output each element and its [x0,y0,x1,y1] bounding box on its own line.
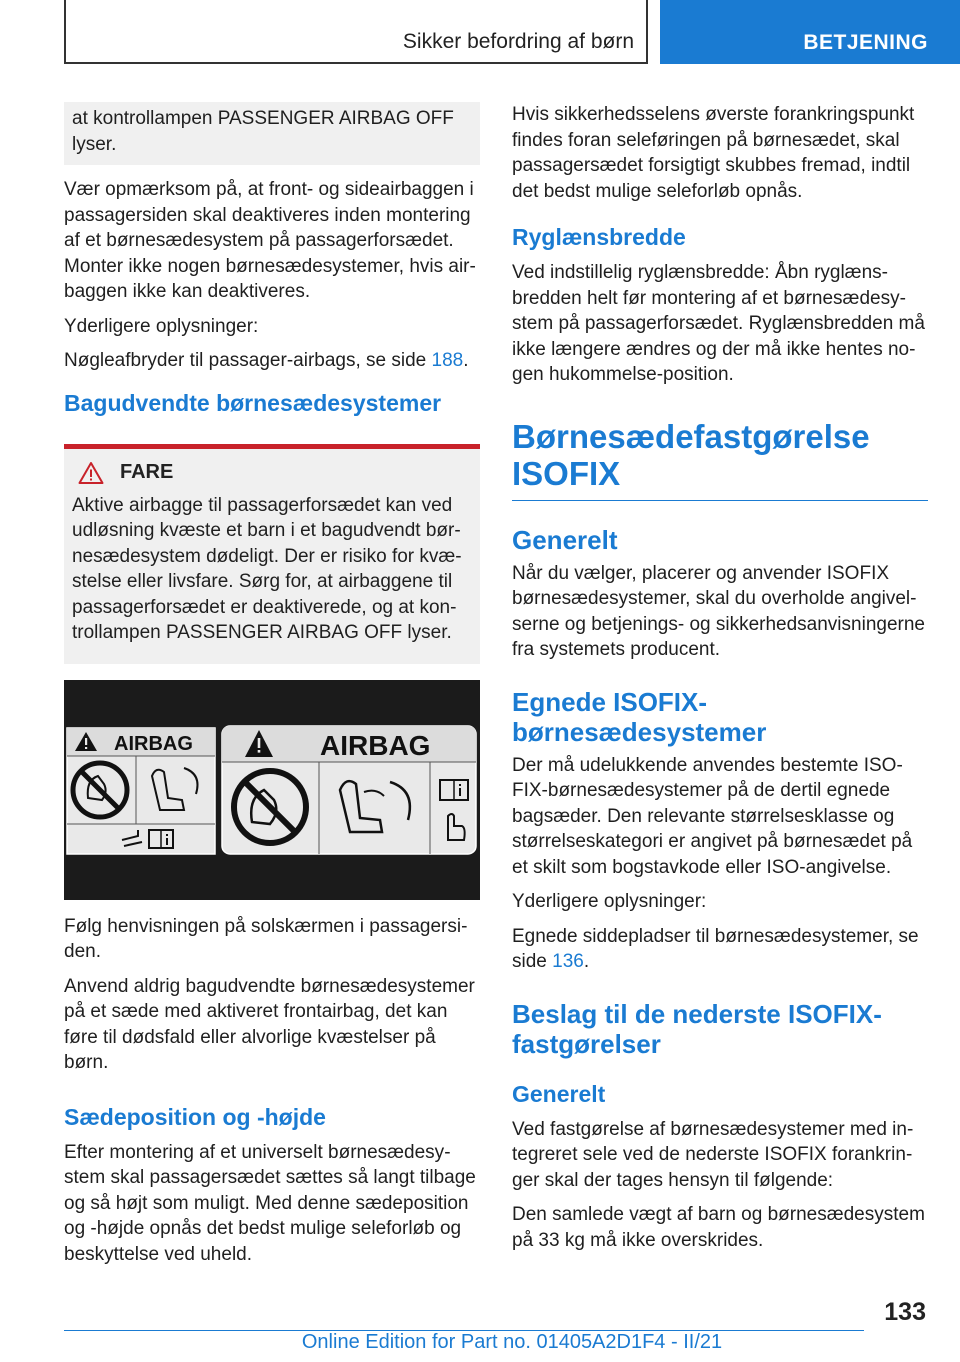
heading-rearward-seats: Bagudvendte børnesædesystemer [64,389,442,416]
paragraph-suitable-seats [512,924,928,975]
airbag-label-figure [64,680,480,900]
key-switch-text: Nøgleafbryder til passager-airbags, se side [64,350,432,371]
continued-warning-text: at kontrollampen PASSENGER AIRBAG OFF lyser. [72,108,454,155]
continued-warning-box [64,102,480,165]
paragraph-integrated-harness: Ved fastgørelse af børnesædesystemer med integreret sele ved de nederste ISOFIX forankringer skal der tages hensyn til følgende: [512,1118,914,1191]
right-column [512,102,928,1262]
suitable-seats-period: . [583,951,590,972]
airbag-small-label: AIRBAG [114,732,193,755]
paragraph-suitable-isofix: Der må udelukkende anvendes bestemte ISOFIX-børnesædesystemer på de dertil egnede bagsæder. Den relevante størrelsesklasse og størrelseskategori er angivet på børnesædet på et skilt som bogstavkode eller ISO-angivelse. [512,754,913,878]
heading-general-mounts: Generelt [512,1080,606,1107]
section-tab[interactable] [660,0,960,64]
airbag-sticker-illustration [64,680,480,900]
warning-label: FARE [120,461,174,483]
warning-triangle-icon [78,461,104,485]
chapter-title: Sikker befordring af børn [402,30,634,53]
airbag-large-label: AIRBAG [320,729,431,761]
paragraph-seat-position: Efter montering af et universelt børnesædesystem skal passagersædet sættes så langt tilbage og så højt som muligt. Med denne sædeposition og -højde opnås det bedst mulige seleforløb og beskyttelse ved uheld. [64,1141,476,1265]
paragraph-never-rearward: Anvend aldrig bagudvendte børnesædesystemer på et sæde med aktiveret frontairbag, det kan føre til dødsfald eller alvorlige kvæstelser på børn. [64,975,475,1073]
danger-warning-box [64,444,480,664]
chapter-title-box [64,0,648,64]
page-link-136[interactable]: 136 [552,951,584,972]
paragraph-total-weight: Den samlede vægt af barn og børnesædesystem på 33 kg må ikke overskrides. [512,1204,925,1251]
paragraph-anchor-point: Hvis sikkerhedsselens øverste forankringspunkt findes foran seleføringen på børnesædet, skal passagersædet forsigtigt skubbes fremad, indtil det bedst mulige seleforløb opnås. [512,104,915,202]
warning-header [72,461,470,485]
left-column [64,102,480,1276]
paragraph-key-switch [64,348,480,374]
paragraph-more-info: Yderligere oplysninger: [64,315,259,337]
paragraph-backrest-width: Ved indstillelig ryglænsbredde: Åbn ryglænsbredden helt før montering af et børnesædesystem på passagerforsædet. Ryglænsbredden må ikke længere ændres og der må ikke hentes nogen hukommelse-position. [512,262,925,385]
heading-seat-position: Sædeposition og -højde [64,1103,326,1130]
paragraph-sun-visor: Følg henvisningen på solskærmen i passagersiden. [64,915,468,962]
page-number: 133 [884,1298,926,1326]
section-label: BETJENING [803,31,928,54]
paragraph-isofix-general: Når du vælger, placerer og anvender ISOFIX børnesædesystemer, skal du overholde angivelserne og betjenings- og sikkerhedsanvisningerne fra systemets producent. [512,562,925,660]
heading-suitable-isofix: Egnede ISOFIX-børnesædesystemer [512,686,767,747]
heading-isofix: Børnesædefastgørelse ISOFIX [512,418,928,501]
key-switch-period: . [463,350,469,371]
warning-text: Aktive airbagge til passagerforsædet kan ved udløsning kvæste et barn i et bagudvendt børnesædesystem dødeligt. Der er risiko for kvæstelse eller livsfare. Sørg for, at airbaggene til passagerforsædet er deaktiverede, og at kontrollampen PASSENGER AIRBAG OFF lyser. [72,494,462,643]
footer-edition[interactable]: Online Edition for Part no. 01405A2D1F4 - II/21 [301,1331,723,1353]
heading-backrest-width: Ryglænsbredde [512,224,686,250]
paragraph-airbag-deactivate: Vær opmærksom på, at front- og sideairbaggen i passagersiden skal deaktiveres inden montering af et børnesædesystem på passagerforsædet. Monter ikke nogen børnesædesystemer, hvis airbaggen ikke kan deaktiveres. [64,179,476,302]
suitable-seats-text: Egnede siddepladser til børnesædesystemer, se side [512,925,919,972]
page-link-188[interactable]: 188 [431,350,464,371]
paragraph-more-info-right: Yderligere oplysninger: [512,891,707,912]
page-header [0,0,960,66]
heading-general: Generelt [512,524,618,555]
heading-isofix-mounts: Beslag til de nederste ISOFIX-fastgørelser [512,998,882,1059]
